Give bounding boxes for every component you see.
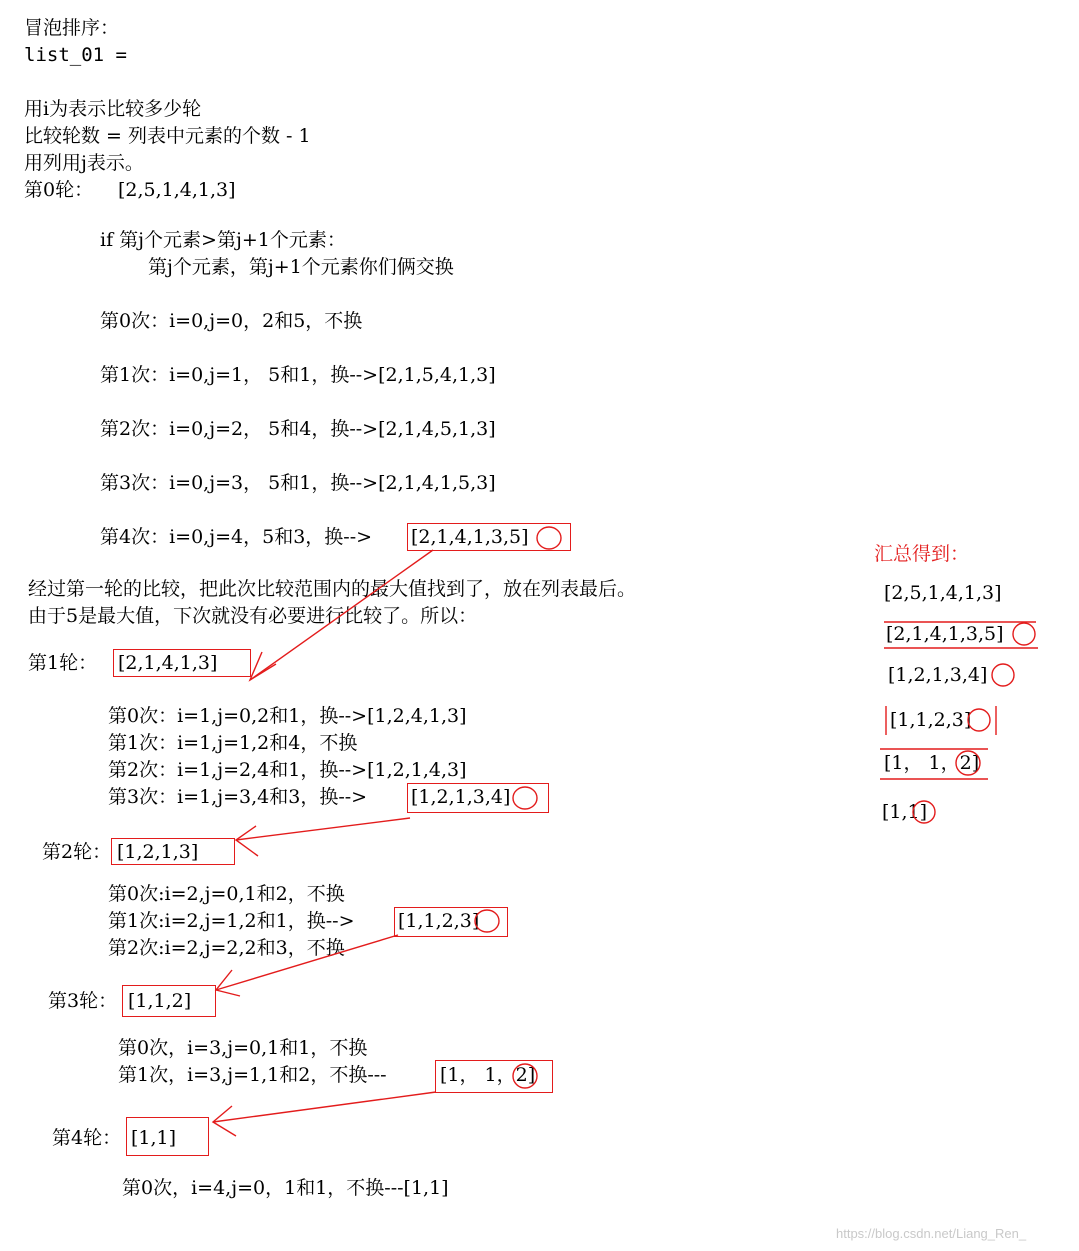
summary-row: [1,2,1,3,4] — [888, 664, 988, 686]
step-line: 第1次：i=0,j=1， 5和1，换-->[2,1,5,4,1,3] — [100, 364, 496, 386]
max-highlight-circle — [1013, 623, 1035, 645]
step-line: 第2次:i=2,j=2,2和3，不换 — [108, 937, 345, 959]
summary-row: [1,1,2,3] — [890, 709, 972, 731]
swap-line: 第j个元素，第j+1个元素你们俩交换 — [148, 256, 454, 278]
summary-row: [1， 1，2] — [884, 752, 980, 774]
round0-result: [2,1,4,1,3,5] — [411, 526, 529, 548]
round0-label: 第0轮： — [24, 179, 94, 201]
summary-row: [2,1,4,1,3,5] — [886, 623, 1004, 645]
summary-title: 汇总得到： — [874, 543, 970, 565]
intro-line: 用列用j表示。 — [24, 152, 144, 174]
summary-row: [1,1] — [882, 801, 928, 823]
round2-list: [1,2,1,3] — [117, 841, 199, 863]
condition-line: if 第j个元素>第j+1个元素： — [100, 229, 346, 251]
arrow-head — [250, 652, 276, 680]
arrow-line — [213, 1092, 436, 1122]
arrow-head — [236, 826, 258, 856]
arrow-head — [216, 970, 240, 996]
step-line: 第4次：i=0,j=4，5和3，换--> — [100, 526, 373, 548]
arrow-head — [213, 1106, 236, 1136]
step-line: 第0次，i=3,j=0,1和1，不换 — [118, 1037, 368, 1059]
intro-line: 用i为表示比较多少轮 — [24, 98, 202, 120]
round2-label: 第2轮： — [42, 841, 112, 863]
step-line: 第0次，i=4,j=0，1和1，不换---[1,1] — [122, 1177, 449, 1199]
round3-label: 第3轮： — [48, 990, 118, 1012]
watermark: https://blog.csdn.net/Liang_Ren_ — [836, 1226, 1027, 1241]
step-line: 第1次：i=1,j=1,2和4，不换 — [108, 732, 358, 754]
summary-row: [2,5,1,4,1,3] — [884, 582, 1002, 604]
round0-list: [2,5,1,4,1,3] — [118, 179, 236, 201]
explanation-line: 由于5是最大值，下次就没有必要进行比较了。所以： — [28, 605, 478, 627]
round2-result: [1,1,2,3] — [398, 910, 480, 932]
step-line: 第1次:i=2,j=1,2和1，换--> — [108, 910, 355, 932]
step-line: 第0次：i=0,j=0，2和5，不换 — [100, 310, 363, 332]
round3-list: [1,1,2] — [128, 990, 192, 1012]
round3-result: [1， 1，2] — [440, 1064, 536, 1086]
step-line: 第3次：i=0,j=3， 5和1，换-->[2,1,4,1,5,3] — [100, 472, 496, 494]
round4-label: 第4轮： — [52, 1127, 122, 1149]
round4-list: [1,1] — [131, 1127, 177, 1149]
step-line: 第0次：i=1,j=0,2和1，换-->[1,2,4,1,3] — [108, 705, 467, 727]
page-title: 冒泡排序： — [24, 17, 120, 39]
round1-list: [2,1,4,1,3] — [118, 652, 218, 674]
round1-label: 第1轮： — [28, 652, 98, 674]
round1-result: [1,2,1,3,4] — [411, 786, 511, 808]
step-line: 第2次：i=0,j=2， 5和4，换-->[2,1,4,5,1,3] — [100, 418, 496, 440]
list-declaration: list_01 = — [24, 44, 127, 66]
step-line: 第1次，i=3,j=1,1和2，不换--- — [118, 1064, 387, 1086]
explanation-line: 经过第一轮的比较，把此次比较范围内的最大值找到了，放在列表最后。 — [28, 578, 637, 600]
step-line: 第2次：i=1,j=2,4和1，换-->[1,2,1,4,3] — [108, 759, 467, 781]
step-line: 第0次:i=2,j=0,1和2，不换 — [108, 883, 345, 905]
step-line: 第3次：i=1,j=3,4和3，换--> — [108, 786, 368, 808]
max-highlight-circle — [992, 664, 1014, 686]
arrow-line — [236, 818, 410, 840]
intro-line: 比较轮数 = 列表中元素的个数 - 1 — [24, 125, 311, 147]
